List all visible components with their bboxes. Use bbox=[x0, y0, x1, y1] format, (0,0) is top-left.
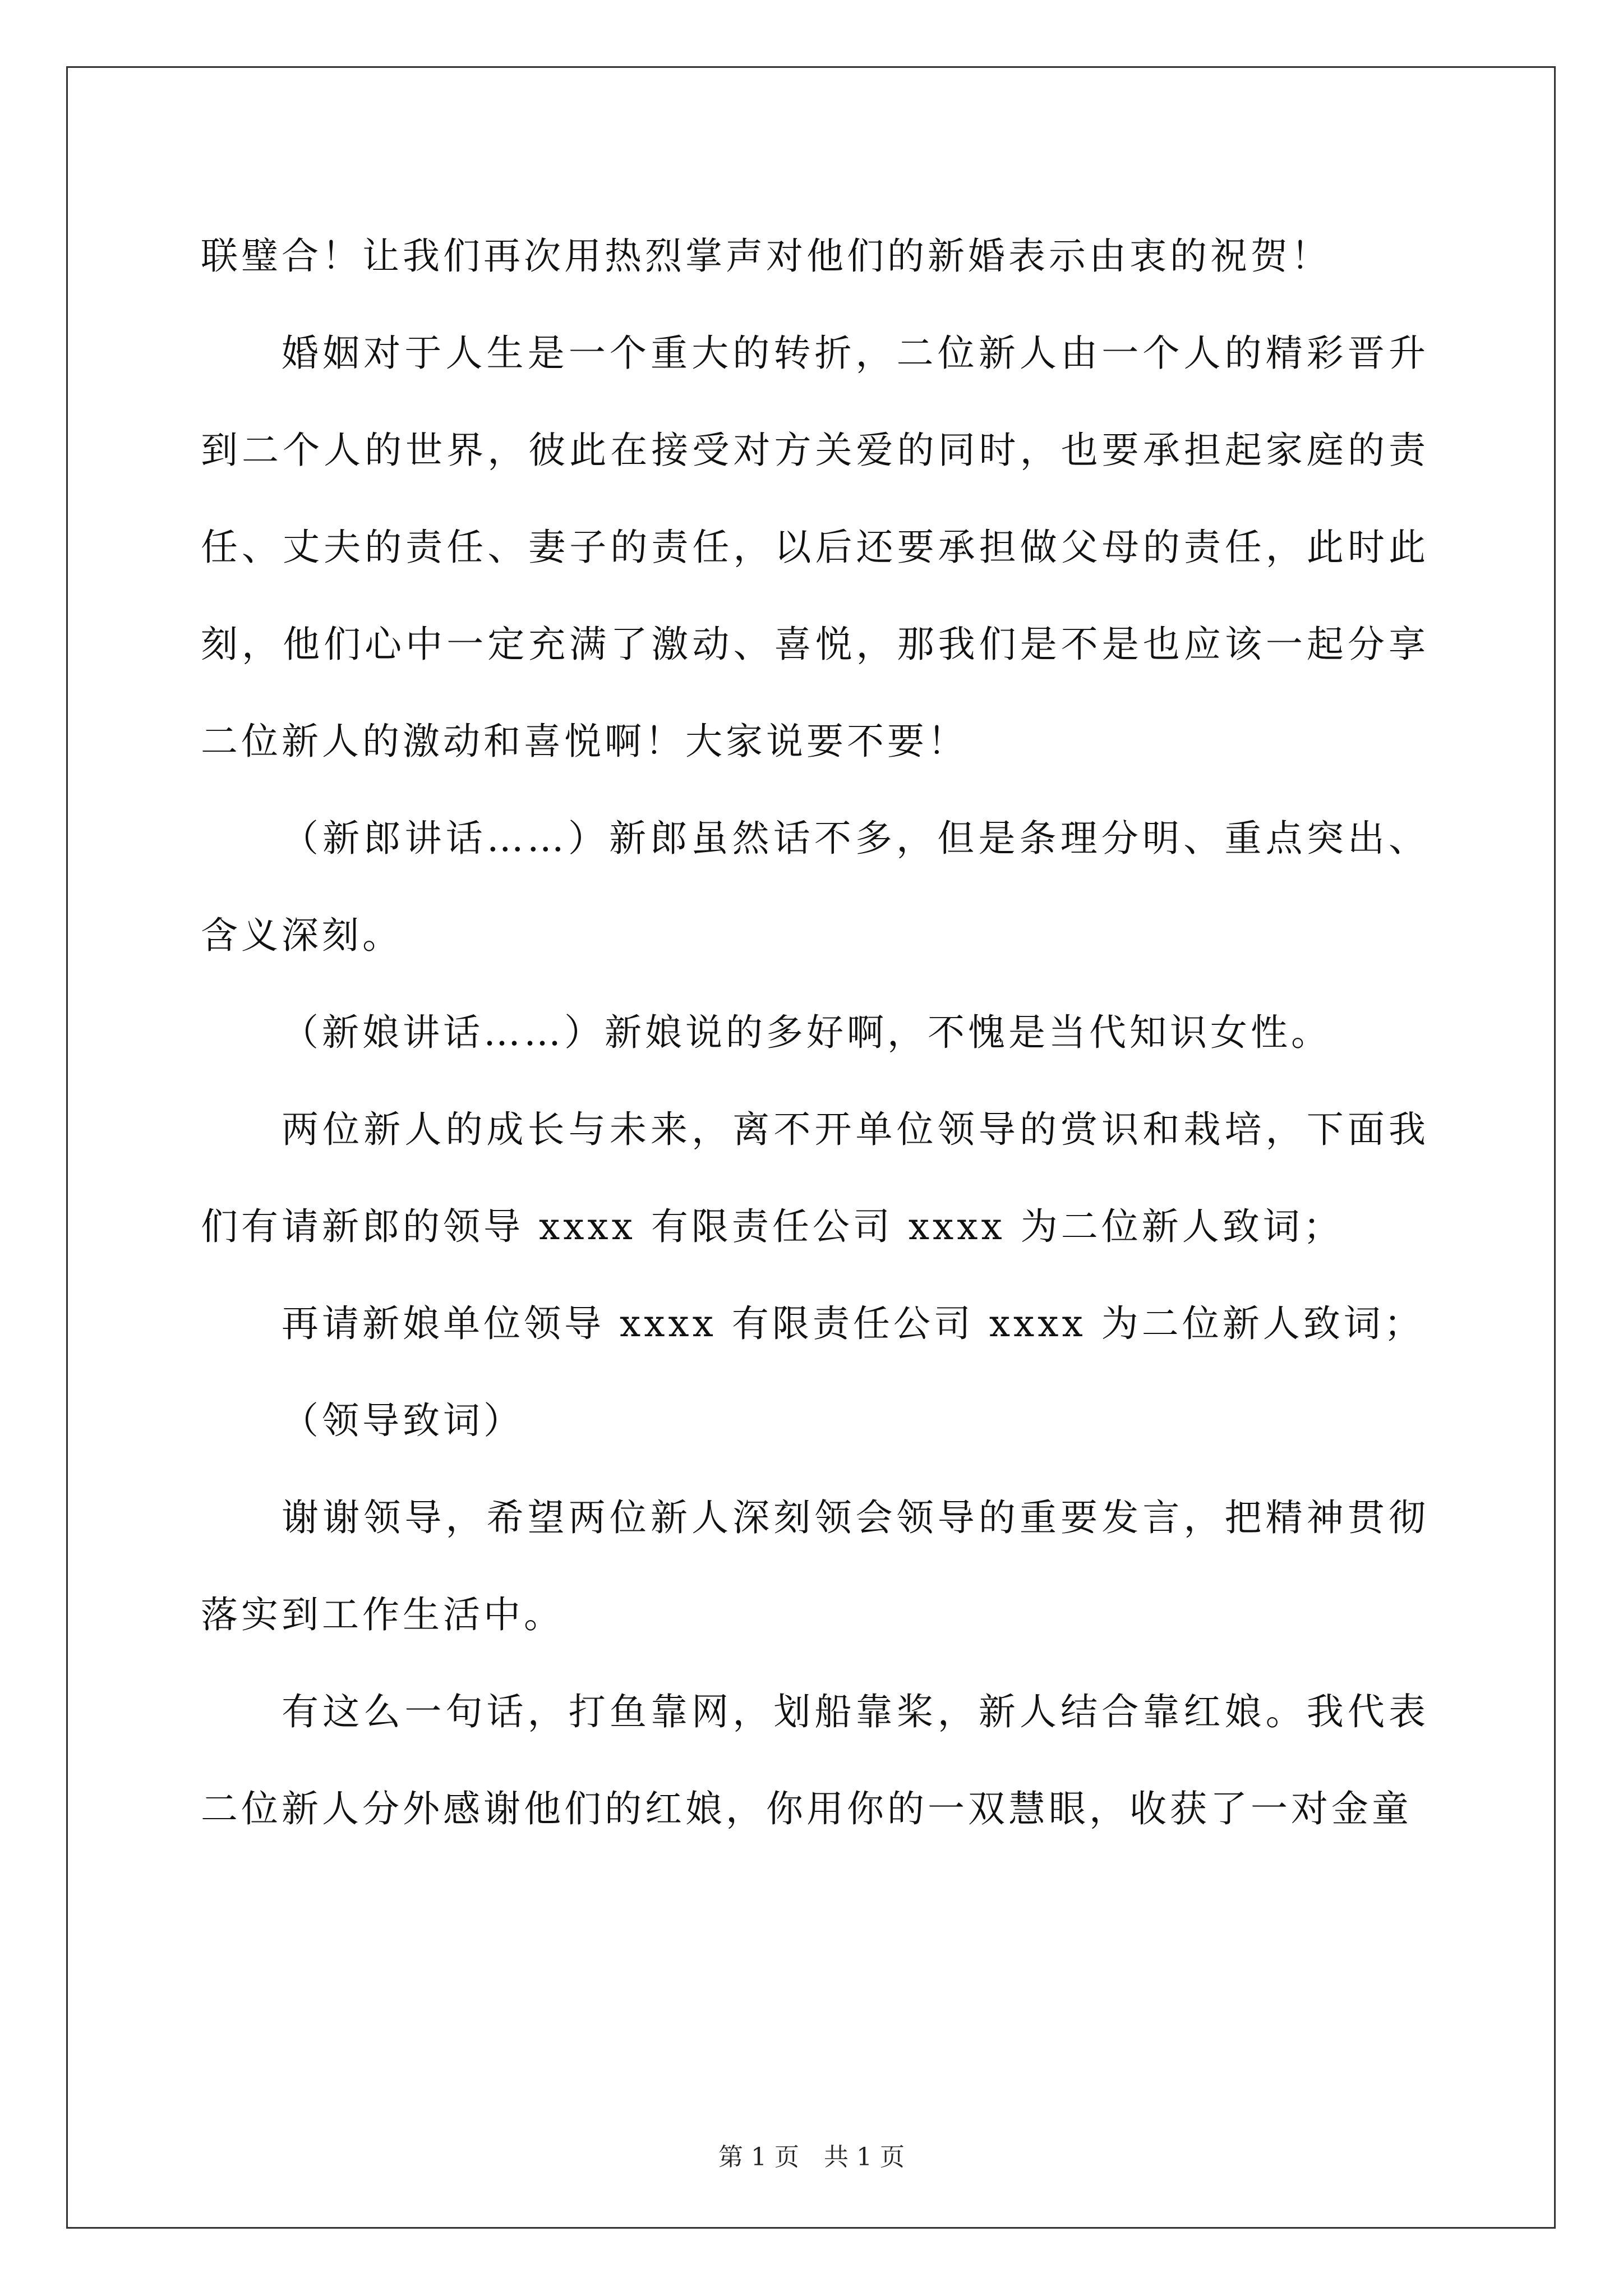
paragraph-4: （新娘讲话……）新娘说的多好啊，不愧是当代知识女性。 bbox=[282, 1011, 1331, 1054]
paragraph-3: （新郎讲话……）新郎虽然话不多，但是条理分明、重点突出、含义深刻。 bbox=[201, 817, 1429, 957]
paragraph-7: （领导致词） bbox=[282, 1399, 524, 1442]
paragraph-1: 联璧合！让我们再次用热烈掌声对他们的新婚表示由衷的祝贺！ bbox=[201, 234, 1331, 278]
paragraph-8: 谢谢领导，希望两位新人深刻领会领导的重要发言，把精神贯彻落实到工作生活中。 bbox=[201, 1496, 1429, 1636]
page-number-footer: 第 1 页 共 1 页 bbox=[718, 2143, 905, 2171]
document-body bbox=[201, 208, 1429, 1857]
paragraph-5: 两位新人的成长与未来，离不开单位领导的赏识和栽培，下面我们有请新郎的领导 xxxx 有限责任公司 xxxx 为二位新人致词； bbox=[201, 1108, 1429, 1248]
paragraph-6: 再请新娘单位领导 xxxx 有限责任公司 xxxx 为二位新人致词； bbox=[282, 1302, 1424, 1345]
paragraph-2: 婚姻对于人生是一个重大的转折，二位新人由一个人的精彩晋升到二个人的世界，彼此在接受对方关爱的同时，也要承担起家庭的责任、丈夫的责任、妻子的责任，以后还要承担做父母的责任，此时此刻，他们心中一定充满了激动、喜悦，那我们是不是也应该一起分享二位新人的激动和喜悦啊！大家说要不要！ bbox=[201, 332, 1429, 763]
paragraph-9: 有这么一句话，打鱼靠网，划船靠桨，新人结合靠红娘。我代表二位新人分外感谢他们的红娘，你用你的一双慧眼，收获了一对金童 bbox=[201, 1690, 1429, 1830]
